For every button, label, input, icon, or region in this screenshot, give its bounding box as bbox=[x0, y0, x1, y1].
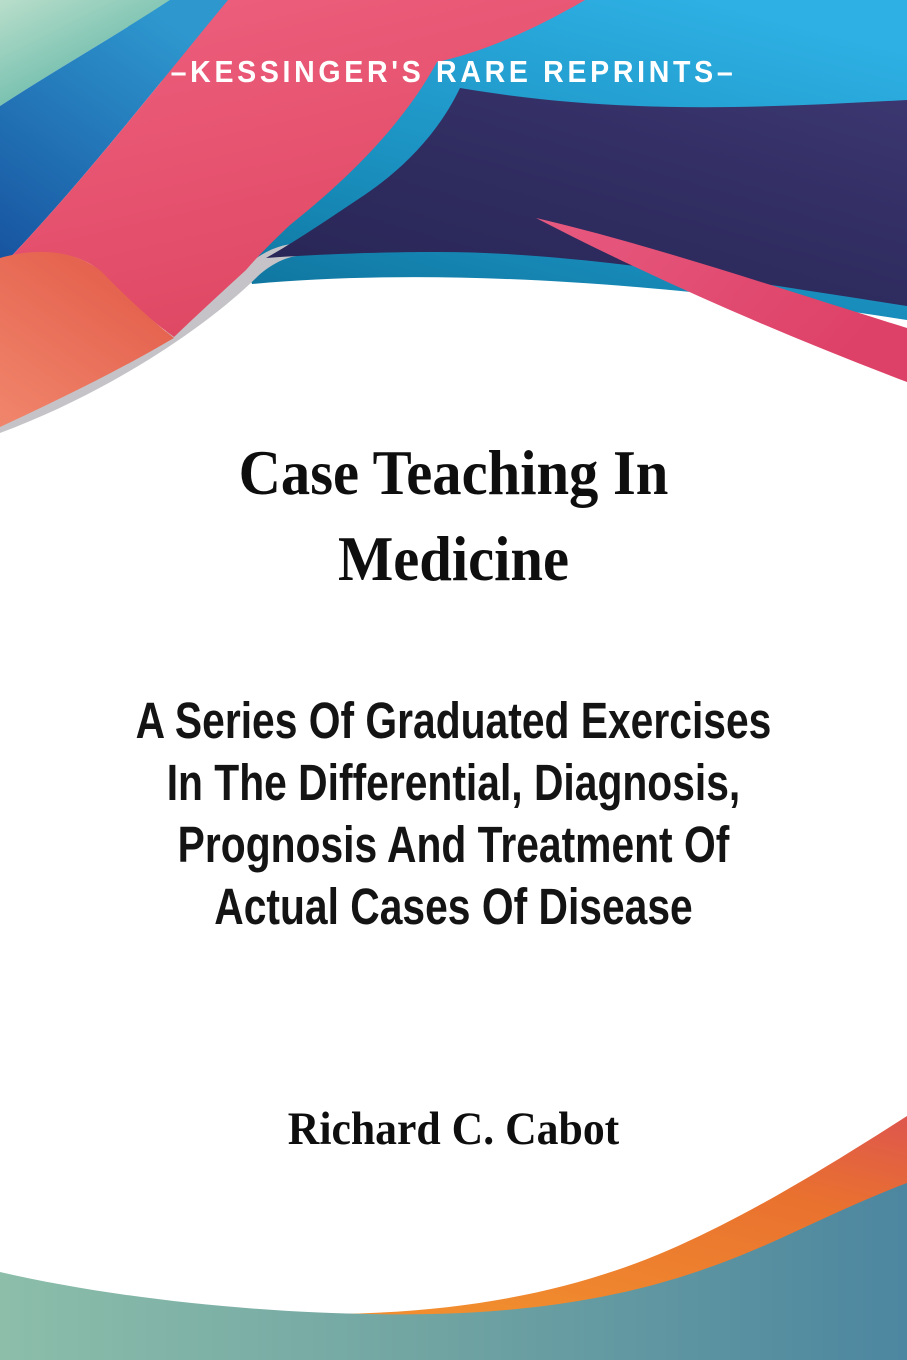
publisher-banner-text: –KESSINGER'S RARE REPRINTS– bbox=[170, 54, 737, 89]
book-subtitle bbox=[27, 690, 881, 938]
book-author: Richard C. Cabot bbox=[287, 1103, 620, 1155]
book-subtitle-line-3: Prognosis And Treatment Of bbox=[177, 816, 730, 873]
book-subtitle-line-4: Actual Cases Of Disease bbox=[214, 878, 693, 935]
book-title-line-2: Medicine bbox=[337, 524, 570, 594]
book-subtitle-line-2: In The Differential, Diagnosis, bbox=[166, 754, 741, 811]
book-title-line-1: Case Teaching In bbox=[238, 438, 669, 508]
book-subtitle-line-1: A Series Of Graduated Exercises bbox=[135, 692, 772, 749]
book-title bbox=[32, 430, 876, 602]
